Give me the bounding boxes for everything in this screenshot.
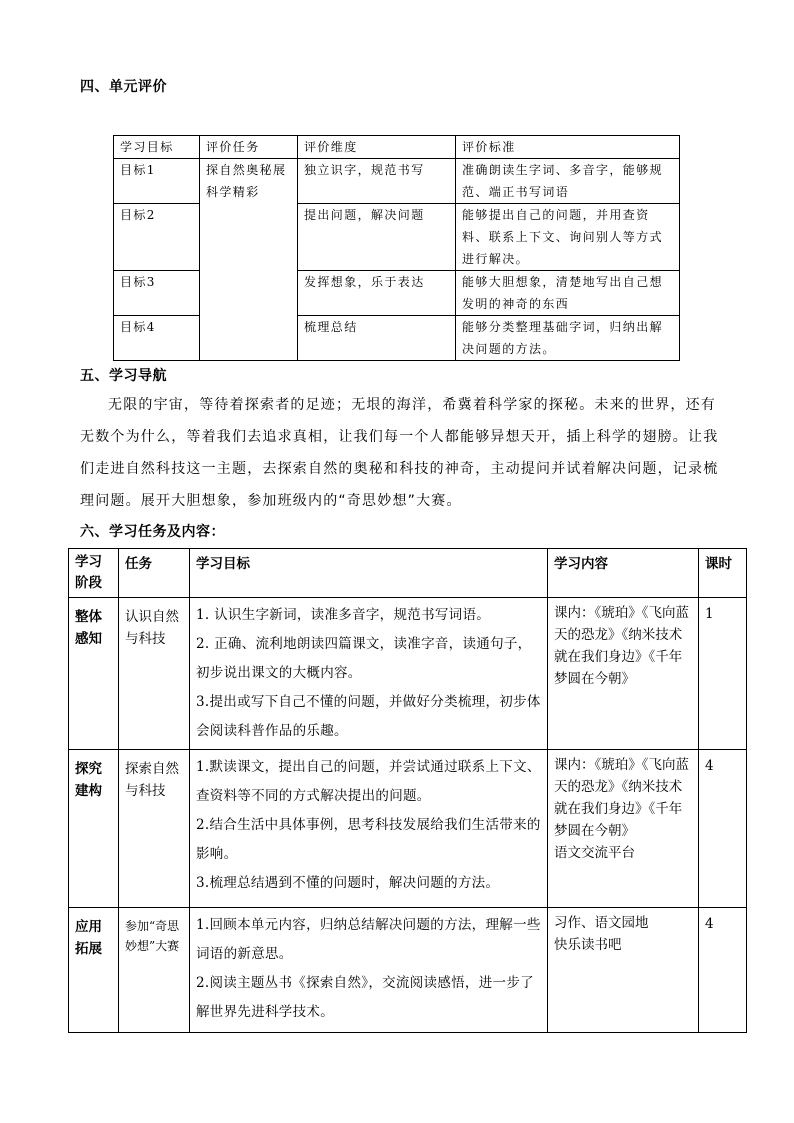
content-item: 习作、语文园地 [554, 915, 649, 931]
goal-item: 1.回顾本单元内容，归纳总结解决问题的方法，理解一些词语的新意思。 [196, 917, 541, 962]
header-cell: 任务 [119, 549, 190, 598]
evaluation-task-cell: 探自然奥秘展科学精彩 [200, 159, 298, 361]
goal-cell: 目标2 [114, 204, 200, 271]
dimension-cell: 梳理总结 [298, 316, 456, 361]
goals-cell [190, 750, 548, 908]
goal-cell: 目标4 [114, 316, 200, 361]
section-4-title: 四、单元评价 [80, 79, 167, 95]
content-cell [548, 598, 699, 750]
dimension-cell: 独立识字，规范书写 [298, 159, 456, 204]
standard-cell: 能够分类整理基础字词，归纳出解决问题的方法。 [456, 316, 680, 361]
dimension-cell: 提出问题，解决问题 [298, 204, 456, 271]
header-cell: 学习内容 [548, 549, 699, 598]
table-row [69, 908, 747, 1033]
hours-cell: 1 [699, 598, 747, 750]
hours-cell: 4 [699, 750, 747, 908]
content-item: 快乐读书吧 [554, 937, 622, 953]
content-item: 语文交流平台 [554, 845, 635, 861]
content-item: 课内：《琥珀》《飞向蓝天的恐龙》《纳米技术就在我们身边》《千年梦圆在今朝》 [554, 605, 689, 687]
stage-cell: 整体感知 [69, 598, 119, 750]
task-cell: 探索自然与科技 [119, 750, 190, 908]
stage-cell: 探究建构 [69, 750, 119, 908]
table-row [114, 316, 680, 361]
table-row [114, 271, 680, 316]
section-5-title: 五、学习导航 [80, 368, 167, 384]
goal-item: 2. 正确、流利地朗读四篇课文，读准字音，读通句子，初步说出课文的大概内容。 [196, 636, 532, 681]
goal-item: 1.默读课文，提出自己的问题，并尝试通过联系上下文、查资料等不同的方式解决提出的问题。 [196, 759, 541, 804]
hours-cell: 4 [699, 908, 747, 1033]
dimension-cell: 发挥想象，乐于表达 [298, 271, 456, 316]
goals-cell [190, 908, 548, 1033]
goal-item: 3.梳理总结遇到不懂的问题时，解决问题的方法。 [196, 875, 500, 891]
table-header-row [69, 549, 747, 598]
header-cell: 评价标准 [456, 136, 680, 159]
goal-item: 1. 认识生字新词，读准多音字，规范书写词语。 [196, 607, 491, 623]
content-cell [548, 750, 699, 908]
stage-cell: 应用拓展 [69, 908, 119, 1033]
table-row [114, 159, 680, 204]
goal-cell: 目标3 [114, 271, 200, 316]
evaluation-table [113, 135, 680, 361]
header-cell: 学习目标 [190, 549, 548, 598]
table-row [69, 598, 747, 750]
standard-cell: 准确朗读生字词、多音字，能够规范、端正书写词语 [456, 159, 680, 204]
header-cell: 评价任务 [200, 136, 298, 159]
task-cell: 认识自然与科技 [119, 598, 190, 750]
content-cell [548, 908, 699, 1033]
goal-item: 2.结合生活中具体事例，思考科技发展给我们生活带来的影响。 [196, 817, 541, 862]
header-cell: 学习目标 [114, 136, 200, 159]
header-cell: 课时 [699, 549, 747, 598]
task-cell: 参加“奇思妙想”大赛 [119, 908, 190, 1033]
learning-task-table [68, 548, 747, 1033]
standard-cell: 能够大胆想象，清楚地写出自己想发明的神奇的东西 [456, 271, 680, 316]
header-cell: 学习阶段 [69, 549, 119, 598]
header-cell: 评价维度 [298, 136, 456, 159]
goal-item: 3.提出或写下自己不懂的问题，并做好分类梳理，初步体会阅读科普作品的乐趣。 [196, 694, 541, 739]
section-6-title: 六、学习任务及内容： [80, 524, 225, 540]
goals-cell [190, 598, 548, 750]
content-item: 课内：《琥珀》《飞向蓝天的恐龙》《纳米技术就在我们身边》《千年梦圆在今朝》 [554, 757, 689, 839]
table-header-row [114, 136, 680, 159]
table-row [114, 204, 680, 271]
goal-item: 2.阅读主题丛书《探索自然》，交流阅读感悟，进一步了解世界先进科学技术。 [196, 975, 534, 1020]
table-row [69, 750, 747, 908]
learning-guide-paragraph: 无限的宇宙，等待着探索者的足迹；无垠的海洋，希冀着科学家的探秘。未来的世界，还有无数个为什么，等着我们去追求真相，让我们每一个人都能够异想天开，插上科学的翅膀。让我们走进自然科技这一主题，去探索自然的奥秘和科技的神奇，主动提问并试着解决问题，记录梳理问题。展开大胆想象，参加班级内的“奇思妙想”大赛。 [80, 397, 719, 509]
goal-cell: 目标1 [114, 159, 200, 204]
standard-cell: 能够提出自己的问题，并用查资料、联系上下文、询问别人等方式进行解决。 [456, 204, 680, 271]
